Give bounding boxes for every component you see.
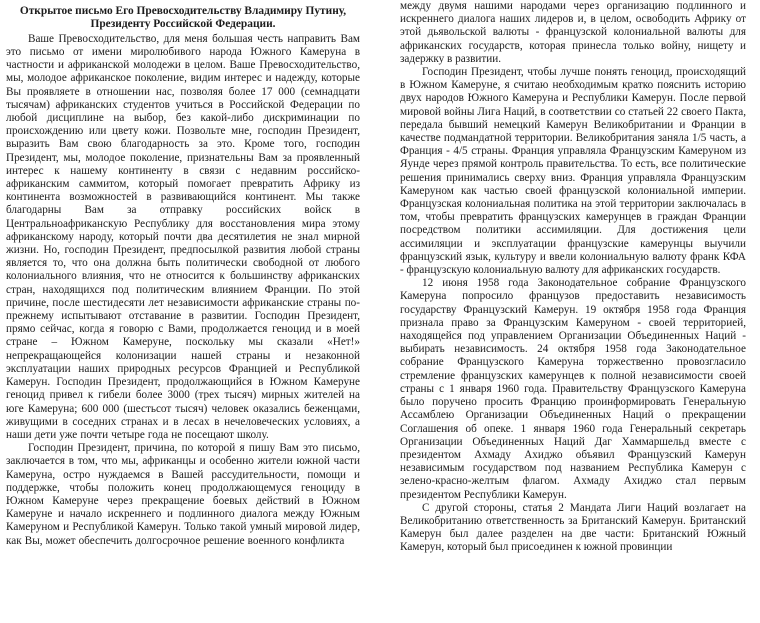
right-paragraph-3: 12 июня 1958 года Законодательное собрание Французского Камеруна попросило французов предоставить независимость государству Французский Камерун. 19 октября 1958 года Франция признала право за Французским Камеруном - своей территорией, находящейся под управлением Организации Объединенных Наций - выбирать независимость. 24 октября 1958 года Законодательное собрание Французского Камеруна торжественно провозгласило стремление французских камерунцев к полной независимости своей страны с 1 января 1960 года. Правительству Французского Камеруна было поручено просить Францию проинформировать Генеральную Ассамблею Организации Объединенных Наций о прекращении Соглашения об опеке. 1 января 1960 года Генеральный секретарь Организации Объединенных Наций Даг Хаммаршельд вместе с президентом Ахмаду Ахиджо объявил Французский Камерун независимым государством под названием Республика Камерун с зелено-красно-желтым флагом. Ахмаду Ахиджо стал первым президентом Республики Камерун. [400,277,746,501]
right-paragraph-4: С другой стороны, статья 2 Мандата Лиги Наций возлагает на Великобританию ответственность за Британский Камерун. Британский Камерун был далее разделен на две части: Британский Южный Камерун, который был присоединен к южной провинции [400,501,746,554]
right-paragraph-1: между двумя нашими народами через организацию подлинного и искреннего диалога наших лидеров и, в целом, освободить Африку от этой дьявольской валюты - французской колониальной валюты для африканских государств, которая принесла только войну, нищету и задержку в развитии. [400,0,746,65]
right-paragraph-2: Господин Президент, чтобы лучше понять геноцид, происходящий в Южном Камеруне, я считаю необходимым кратко пояснить историю двух народов Южного Камеруна и Республики Камерун. После первой мировой войны Лига Наций, в соответствии со статьей 22 своего Пакта, передала бывший немецкий Камерун Великобритании и Франции в качестве подмандатной территории. Великобритания заняла 1/5 часть, а Франция - 4/5 страны. Франция управляла Французским Камеруном из Яунде через прямой контроль правительства. То есть, все политические решения принимались сверху вниз. Франция управляла Французским Камеруном как частью своей французской колониальной империи. Французская колониальная политика на этой территории заключалась в том, чтобы превратить французских камерунцев в граждан Франции посредством политики ассимиляции. Для достижения цели ассимиляции и эксплуатации французские камерунцы выучили французский язык, культуру и ввели колониальную валюту франк КФА - французскую колониальную валюту для африканских государств. [400,66,746,277]
left-paragraph-1: Ваше Превосходительство, для меня большая честь направить Вам это письмо от имени миролюбивого народа Южного Камеруна в частности и африканской молодежи в целом. Ваше Превосходительство, мы, молодое африканское поколение, видим интерес и надежду, которые Вы проявляете в отношении нас, позволяя более 17 000 (семнадцати тысячам) африканских студентов учиться в Российской Федерации по любой дисциплине на выбор, без какой-либо дискриминации по происхождению или цвету кожи. Позвольте мне, господин Президент, выразить Вам свою благодарность за это. Кроме того, господин Президент, мы, молодое поколение, признательны Вам за проявленный интерес к нашему континенту в связи с недавним российско-африканским саммитом, который помогает превратить Африку из континента возможностей в развивающийся континент. Мы также благодарны Вам за отправку российских войск в Центральноафриканскую Республику для восстановления мира этому африканскому народу, который почти два десятилетия не знал мирной жизни. Но, господин Президент, предпосылкой развития любой страны является то, что она должна быть политически свободной от любого колониального влияния, что не относится к большинству африканских стран, находящихся под политическим влиянием Франции. По этой причине, после шестидесяти лет независимости африканские страны по-прежнему испытывают отставание в развитии. Господин Президент, прямо сейчас, когда я говорю с Вами, продолжается геноцид и в моей стране – Южном Камеруне, поскольку мы сказали «Нет!» непрекращающейся колонизации нашей страны и незаконной эксплуатации наших природных ресурсов Францией и Республикой Камерун. Господин Президент, продолжающийся в Южном Камеруне геноцид привел к гибели более 3000 (трех тысяч) мирных жителей на юге Камеруна; 600 000 (шестьсот тысяч) человек оказались беженцами, живущими в соседних странах и в лесах в нечеловеческих условиях, а наши дети уже почти четыре года не посещают школу. [6,32,360,441]
title-line-2: Президенту Российской Федерации. [90,18,276,31]
right-column [400,0,746,618]
letter-title [6,5,360,32]
column-gap [368,0,392,618]
title-line-1: Открытое письмо Его Превосходительству Владимиру Путину, [19,5,347,17]
left-paragraph-2: Господин Президент, причина, по которой я пишу Вам это письмо, заключается в том, что мы, африканцы и особенно жители южной части Камеруна, остро нуждаемся в Вашей рассудительности, помощи и поддержке, чтобы положить конец продолжающемуся геноциду в Южном Камеруне через прекращение боевых действий в Южном Камеруне и начало искреннего и подлинного диалога между Южным Камеруном и Республикой Камерун. Только такой умный мировой лидер, как Вы, может обеспечить долгосрочное решение военного конфликта [6,442,360,547]
left-column [6,0,360,623]
